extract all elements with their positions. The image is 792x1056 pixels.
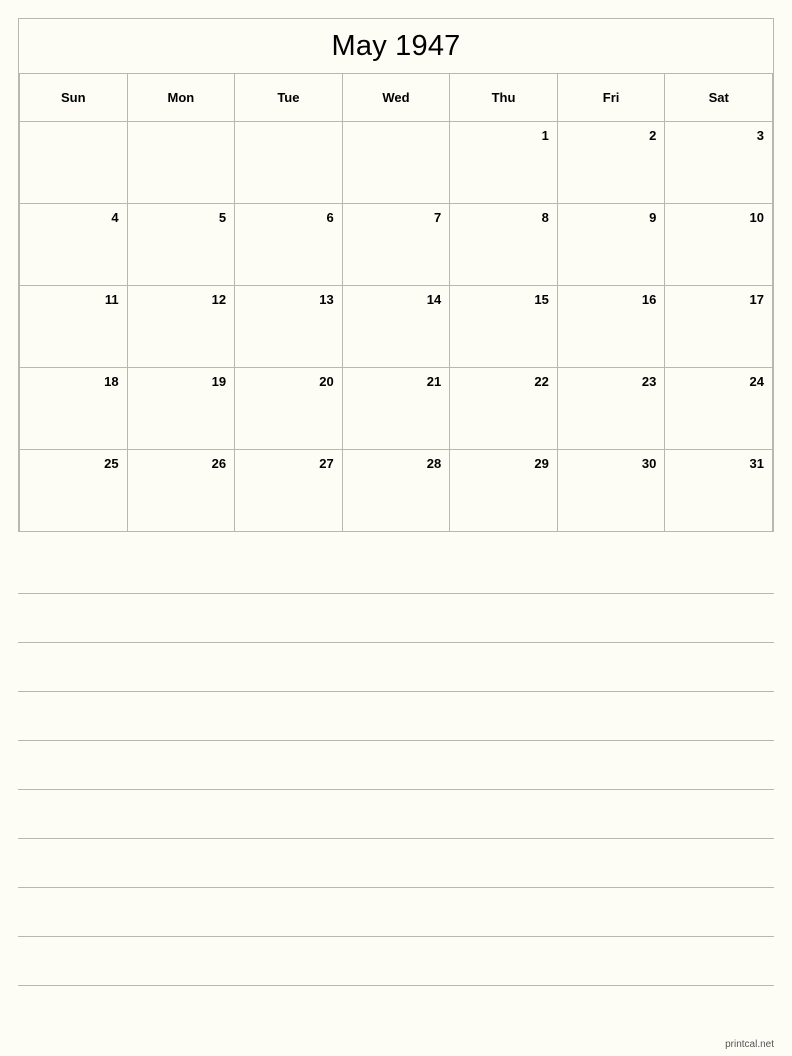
day-cell: [20, 122, 128, 204]
weekday-header-fri: Fri: [557, 74, 665, 122]
note-line: [18, 594, 774, 643]
note-line: [18, 790, 774, 839]
day-cell: 26: [127, 450, 235, 532]
day-cell: [127, 122, 235, 204]
weekday-header-sat: Sat: [665, 74, 773, 122]
note-line: [18, 643, 774, 692]
weekday-header-wed: Wed: [342, 74, 450, 122]
note-line: [18, 888, 774, 937]
day-cell: 17: [665, 286, 773, 368]
day-cell: 28: [342, 450, 450, 532]
calendar-week-row: [20, 368, 773, 450]
day-cell: 8: [450, 204, 558, 286]
day-cell: 6: [235, 204, 343, 286]
calendar-block: [18, 18, 774, 532]
note-line: [18, 839, 774, 888]
weekday-header-thu: Thu: [450, 74, 558, 122]
day-cell: 21: [342, 368, 450, 450]
note-line: [18, 937, 774, 986]
day-cell: 11: [20, 286, 128, 368]
note-line: [18, 545, 774, 594]
weekday-header-tue: Tue: [235, 74, 343, 122]
day-cell: 31: [665, 450, 773, 532]
day-cell: 9: [557, 204, 665, 286]
day-cell: 12: [127, 286, 235, 368]
calendar-week-row: [20, 450, 773, 532]
day-cell: 14: [342, 286, 450, 368]
day-cell: 3: [665, 122, 773, 204]
day-cell: 20: [235, 368, 343, 450]
weekday-header-sun: Sun: [20, 74, 128, 122]
day-cell: 30: [557, 450, 665, 532]
day-cell: 27: [235, 450, 343, 532]
calendar-title: May 1947: [19, 19, 773, 74]
notes-area: [18, 545, 774, 986]
day-cell: 16: [557, 286, 665, 368]
day-cell: 15: [450, 286, 558, 368]
calendar-week-row: [20, 286, 773, 368]
day-cell: 10: [665, 204, 773, 286]
day-cell: 13: [235, 286, 343, 368]
day-cell: [235, 122, 343, 204]
footer-credit: printcal.net: [725, 1039, 774, 1050]
day-cell: 19: [127, 368, 235, 450]
day-cell: 1: [450, 122, 558, 204]
day-cell: 5: [127, 204, 235, 286]
day-cell: 29: [450, 450, 558, 532]
calendar-week-row: [20, 204, 773, 286]
weekday-header-mon: Mon: [127, 74, 235, 122]
day-cell: 2: [557, 122, 665, 204]
day-cell: 4: [20, 204, 128, 286]
day-cell: 7: [342, 204, 450, 286]
calendar-grid: [19, 74, 773, 531]
day-cell: 25: [20, 450, 128, 532]
weekday-header-row: [20, 74, 773, 122]
day-cell: 18: [20, 368, 128, 450]
note-line: [18, 692, 774, 741]
day-cell: 22: [450, 368, 558, 450]
day-cell: [342, 122, 450, 204]
day-cell: 24: [665, 368, 773, 450]
calendar-week-row: [20, 122, 773, 204]
day-cell: 23: [557, 368, 665, 450]
note-line: [18, 741, 774, 790]
